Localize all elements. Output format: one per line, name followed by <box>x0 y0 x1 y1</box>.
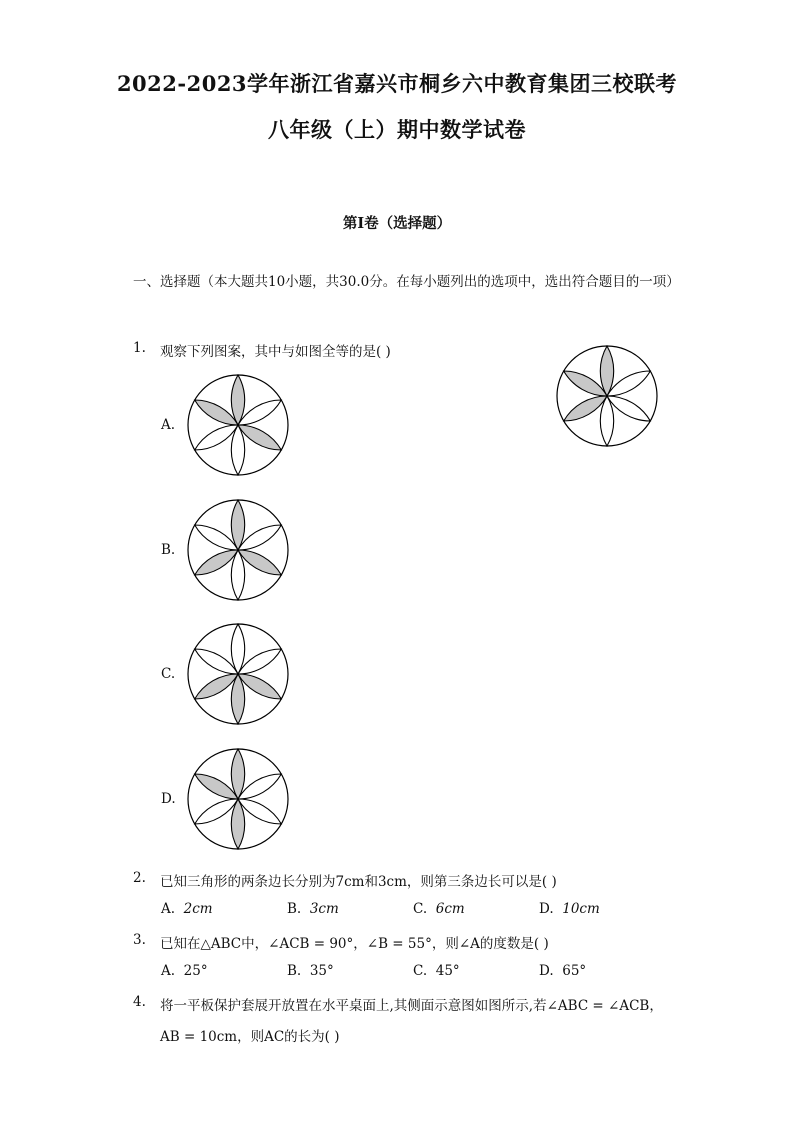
q3-option-a: A. 25° <box>161 963 208 979</box>
option-b-flower-figure <box>185 497 291 603</box>
option-d-flower-figure <box>185 746 291 852</box>
option-d-label: D. <box>161 791 176 807</box>
option-b-label: B. <box>161 542 176 558</box>
question-text: 观察下列图案，其中与如图全等的是( ) <box>160 344 391 360</box>
question-number: 1. <box>133 340 146 356</box>
question-text: 已知三角形的两条边长分别为7cm和3cm，则第三条边长可以是( ) <box>160 874 557 890</box>
option-c-flower-figure <box>185 621 291 727</box>
q2-option-d: D. 10cm <box>539 901 600 917</box>
question-text-line1: 将一平板保护套展开放置在水平桌面上,其侧面示意图如图所示,若∠ABC = ∠ACB， <box>160 998 663 1014</box>
question-number: 3. <box>133 932 146 948</box>
q3-option-d: D. 65° <box>539 963 587 979</box>
reference-flower-figure <box>554 343 660 449</box>
option-c-label: C. <box>161 666 176 682</box>
option-a-flower-figure <box>185 372 291 478</box>
q3-option-b: B. 35° <box>287 963 334 979</box>
question-number: 2. <box>133 870 146 886</box>
question-4-line2: AB = 10cm，则AC的长为( ) <box>160 1029 340 1045</box>
question-text: 已知在△ABC中，∠ACB = 90°，∠B = 55°，则∠A的度数是( ) <box>160 936 549 952</box>
exam-title-line1: 2022-2023学年浙江省嘉兴市桐乡六中教育集团三校联考 <box>116 71 678 96</box>
q2-option-c: C. 6cm <box>413 901 465 917</box>
q3-option-c: C. 45° <box>413 963 460 979</box>
question-number: 4. <box>133 994 146 1010</box>
q2-option-a: A. 2cm <box>161 901 213 917</box>
volume-heading: 第I卷（选择题） <box>342 215 452 232</box>
exam-title-line2: 八年级（上）期中数学试卷 <box>268 117 526 142</box>
option-a-label: A. <box>161 417 176 433</box>
section-heading: 一、选择题（本大题共10小题，共30.0分。在每小题列出的选项中，选出符合题目的一项） <box>133 274 680 290</box>
q2-option-b: B. 3cm <box>287 901 339 917</box>
